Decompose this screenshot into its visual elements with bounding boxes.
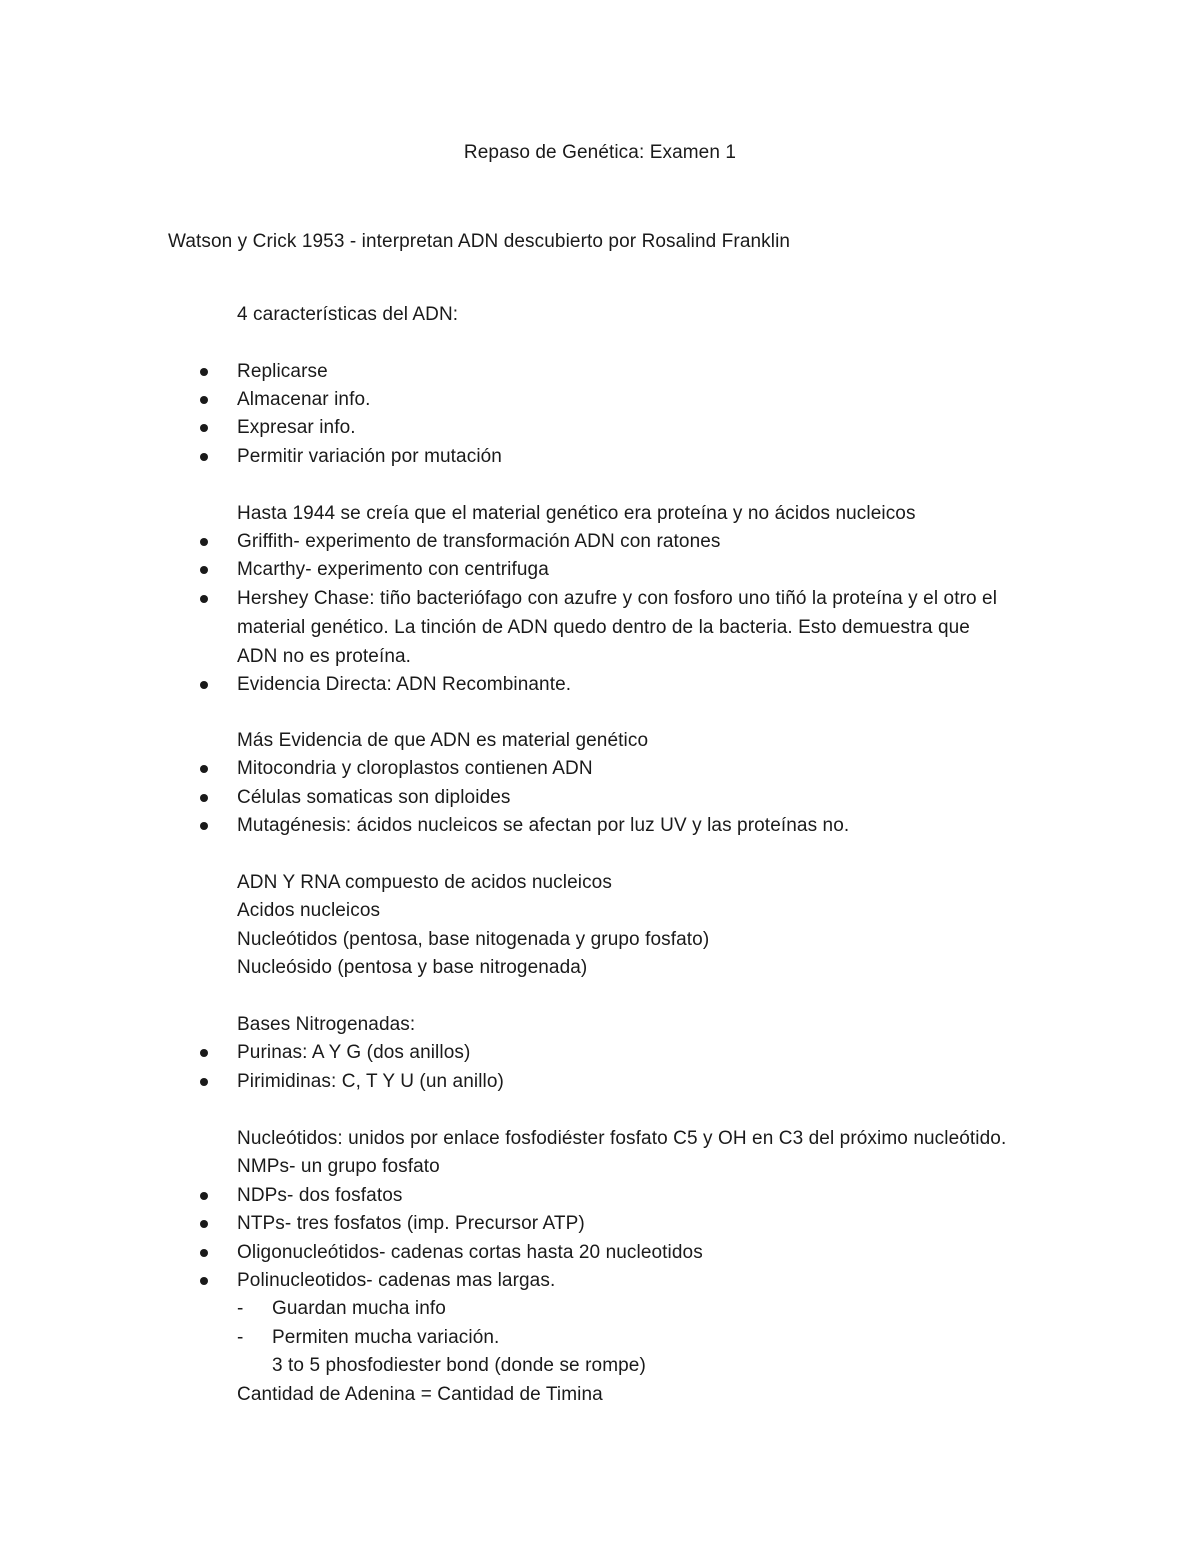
text-line: ADN Y RNA compuesto de acidos nucleicos <box>237 872 612 893</box>
list-item: Polinucleotidos- cadenas mas largas. <box>237 1270 556 1291</box>
list-item: Mutagénesis: ácidos nucleicos se afectan por luz UV y las proteínas no. <box>237 815 850 836</box>
bullet-icon <box>200 538 208 546</box>
bullet-icon <box>200 1249 208 1257</box>
list-item: Almacenar info. <box>237 389 371 410</box>
bullet-icon <box>200 368 208 376</box>
list-item: Evidencia Directa: ADN Recombinante. <box>237 674 572 695</box>
list-item: Expresar info. <box>237 417 356 438</box>
list-item: Purinas: A Y G (dos anillos) <box>237 1042 471 1063</box>
bullet-icon <box>200 1220 208 1228</box>
list-item: NDPs- dos fosfatos <box>237 1185 403 1206</box>
bullet-icon <box>200 453 208 461</box>
section6-subheading: NMPs- un grupo fosfato <box>237 1156 440 1177</box>
bullet-icon <box>200 765 208 773</box>
list-item: Pirimidinas: C, T Y U (un anillo) <box>237 1071 504 1092</box>
list-item: NTPs- tres fosfatos (imp. Precursor ATP) <box>237 1213 585 1234</box>
list-item: Hershey Chase: tiño bacteriófago con azufre y con fosforo uno tiñó la proteína y el otro el <box>237 588 998 609</box>
text-line: Nucleósido (pentosa y base nitrogenada) <box>237 957 588 978</box>
bullet-icon <box>200 822 208 830</box>
document-title: Repaso de Genética: Examen 1 <box>463 142 737 163</box>
section5-heading: Bases Nitrogenadas: <box>237 1014 416 1035</box>
text-line: Acidos nucleicos <box>237 900 381 921</box>
list-item: Replicarse <box>237 361 328 382</box>
dash-list-item: Guardan mucha info <box>272 1298 446 1319</box>
list-item: Permitir variación por mutación <box>237 446 502 467</box>
bullet-icon <box>200 424 208 432</box>
dash-icon: - <box>237 1298 244 1319</box>
bullet-icon <box>200 1277 208 1285</box>
bullet-icon <box>200 396 208 404</box>
dash-list-item: Permiten mucha variación. <box>272 1327 500 1348</box>
closing-line: Cantidad de Adenina = Cantidad de Timina <box>237 1384 603 1405</box>
list-item: Oligonucleótidos- cadenas cortas hasta 20 nucleotidos <box>237 1242 703 1263</box>
list-item-continuation: ADN no es proteína. <box>237 646 412 667</box>
bullet-icon <box>200 595 208 603</box>
list-item: Células somaticas son diploides <box>237 787 511 808</box>
list-item-continuation: material genético. La tinción de ADN quedo dentro de la bacteria. Esto demuestra que <box>237 617 970 638</box>
section1-heading: 4 características del ADN: <box>237 304 459 325</box>
section6-heading: Nucleótidos: unidos por enlace fosfodiéster fosfato C5 y OH en C3 del próximo nucleótido. <box>237 1128 1007 1149</box>
section3-heading: Más Evidencia de que ADN es material genético <box>237 730 649 751</box>
dash-icon: - <box>237 1327 244 1348</box>
note-line: 3 to 5 phosfodiester bond (donde se rompe) <box>272 1355 646 1376</box>
list-item: Mcarthy- experimento con centrifuga <box>237 559 549 580</box>
intro-line: Watson y Crick 1953 - interpretan ADN descubierto por Rosalind Franklin <box>168 231 791 252</box>
bullet-icon <box>200 566 208 574</box>
bullet-icon <box>200 681 208 689</box>
bullet-icon <box>200 1192 208 1200</box>
bullet-icon <box>200 794 208 802</box>
bullet-icon <box>200 1078 208 1086</box>
list-item: Griffith- experimento de transformación ADN con ratones <box>237 531 721 552</box>
list-item: Mitocondria y cloroplastos contienen ADN <box>237 758 593 779</box>
text-line: Nucleótidos (pentosa, base nitogenada y grupo fosfato) <box>237 929 710 950</box>
section2-heading: Hasta 1944 se creía que el material genético era proteína y no ácidos nucleicos <box>237 503 916 524</box>
bullet-icon <box>200 1049 208 1057</box>
